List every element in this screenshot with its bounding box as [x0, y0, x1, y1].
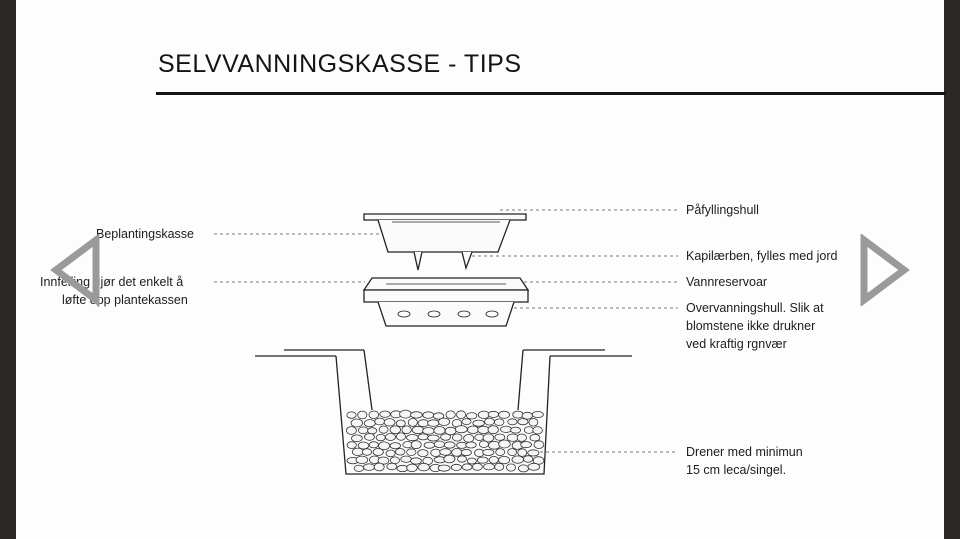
- gravel-pebble: [431, 449, 441, 456]
- gravel-pebble: [528, 463, 540, 470]
- gravel-pebble: [501, 426, 512, 432]
- gravel-pebble: [513, 411, 523, 418]
- gravel-pebble: [396, 449, 405, 456]
- gravel-pebble: [518, 465, 528, 472]
- gravel-pebble: [411, 412, 423, 418]
- gravel-pebble: [362, 449, 371, 456]
- gravel-pebble: [496, 449, 505, 456]
- gravel-pebble: [485, 418, 495, 425]
- gravel-pebble: [365, 434, 375, 441]
- gravel-pebble: [402, 426, 411, 434]
- gravel-pebble: [478, 426, 490, 433]
- gravel-pebble: [458, 456, 467, 462]
- gravel-pebble: [534, 441, 544, 449]
- gravel-pebble: [473, 420, 485, 426]
- gravel-pebble: [508, 419, 517, 425]
- gravel-pebble: [423, 412, 434, 419]
- gravel-pebble: [522, 412, 532, 419]
- gravel-pebble: [408, 418, 417, 426]
- gravel-pebble: [358, 427, 368, 434]
- gravel-pebble: [518, 449, 527, 457]
- previous-slide-button[interactable]: [48, 234, 104, 306]
- gravel-pebble: [400, 410, 412, 418]
- label-beplantingskasse: Beplantingskasse: [96, 227, 194, 241]
- gravel-pebble: [418, 420, 429, 427]
- gravel-pebble: [380, 411, 390, 417]
- gravel-pebble: [495, 463, 504, 470]
- gravel-pebble: [478, 411, 489, 418]
- page-title: SELVVANNINGSKASSE - TIPS: [158, 50, 522, 78]
- gravel-pebble: [428, 435, 440, 441]
- triangle-right-icon: [864, 240, 904, 300]
- gravel-pebble: [441, 434, 451, 440]
- gravel-pebble: [424, 442, 435, 448]
- gravel-pebble: [379, 426, 388, 433]
- gravel-pebble: [369, 442, 378, 448]
- gravel-pebble: [533, 427, 543, 434]
- gravel-pebble: [375, 418, 385, 425]
- gravel-pebble: [499, 411, 510, 418]
- gravel-pebble: [434, 441, 444, 448]
- gravel-pebble: [412, 426, 424, 433]
- gravel-pebble: [467, 458, 476, 464]
- gravel-pebble: [518, 419, 528, 425]
- gravel-pebble: [530, 434, 540, 441]
- gravel-pebble: [461, 449, 471, 455]
- gravel-pebble: [512, 456, 524, 463]
- drainage-gravel: [346, 410, 543, 472]
- gravel-pebble: [396, 420, 405, 427]
- gravel-pebble: [446, 411, 455, 419]
- gravel-pebble: [475, 434, 484, 440]
- gravel-pebble: [495, 434, 505, 440]
- gravel-pebble: [452, 434, 462, 441]
- gravel-pebble: [352, 448, 363, 455]
- gravel-pebble: [528, 450, 539, 456]
- gravel-pebble: [387, 463, 397, 470]
- gravel-pebble: [407, 464, 418, 472]
- gravel-pebble: [532, 411, 543, 417]
- gravel-pebble: [356, 456, 368, 463]
- gravel-pebble: [428, 420, 440, 427]
- label-overvanning-2: blomstene ikke drukner: [686, 319, 816, 333]
- gravel-pebble: [368, 428, 377, 434]
- gravel-pebble: [488, 411, 498, 417]
- gravel-pebble: [506, 464, 515, 471]
- gravel-pebble: [434, 427, 445, 435]
- label-overvanning-1: Overvanningshull. Slik at: [686, 301, 824, 315]
- gravel-pebble: [374, 463, 384, 471]
- gravel-pebble: [390, 457, 399, 464]
- gravel-pebble: [384, 419, 395, 426]
- gravel-pebble: [346, 427, 356, 435]
- gravel-pebble: [464, 435, 474, 443]
- gravel-pebble: [483, 449, 494, 455]
- label-drener-1: Drener med minimun: [686, 445, 803, 459]
- gravel-pebble: [439, 418, 450, 425]
- gravel-pebble: [499, 456, 510, 463]
- gravel-pebble: [494, 419, 504, 426]
- gravel-pebble: [444, 455, 455, 463]
- gravel-pebble: [351, 419, 363, 427]
- gravel-pebble: [438, 465, 450, 471]
- gravel-pebble: [386, 450, 395, 457]
- gravel-pebble: [411, 441, 421, 449]
- gravel-pebble: [390, 426, 401, 434]
- gravel-pebble: [407, 435, 419, 441]
- gravel-pebble: [444, 442, 455, 448]
- gravel-pebble: [521, 442, 532, 448]
- gravel-pebble: [488, 426, 498, 434]
- gravel-pebble: [401, 456, 412, 462]
- label-overvanning-3: ved kraftig rgnvær: [686, 337, 787, 351]
- gravel-pebble: [373, 449, 383, 456]
- gravel-pebble: [354, 465, 364, 471]
- gravel-pebble: [508, 449, 517, 456]
- gravel-pebble: [358, 411, 367, 419]
- gravel-pebble: [517, 434, 526, 441]
- gravel-pebble: [462, 419, 471, 425]
- water-reservoir: [364, 278, 528, 326]
- gravel-pebble: [418, 463, 429, 471]
- gravel-pebble: [524, 427, 533, 434]
- gravel-pebble: [462, 464, 472, 470]
- label-kapilaerben: Kapilærben, fylles med jord: [686, 249, 838, 263]
- gravel-pebble: [499, 440, 511, 448]
- label-innfelling-2: løfte opp plantekassen: [62, 293, 188, 307]
- gravel-pebble: [423, 428, 435, 435]
- gravel-pebble: [347, 442, 356, 449]
- gravel-pebble: [418, 450, 428, 457]
- gravel-pebble: [473, 463, 483, 470]
- gravel-pebble: [488, 441, 500, 449]
- gravel-pebble: [455, 426, 467, 433]
- gravel-pebble: [396, 433, 405, 440]
- gravel-pebble: [407, 449, 416, 456]
- label-vannreservoar: Vannreservoar: [686, 275, 768, 289]
- gravel-pebble: [376, 434, 385, 440]
- gravel-pebble: [364, 420, 375, 427]
- gravel-pebble: [347, 412, 356, 418]
- gravel-pebble: [529, 419, 538, 427]
- gravel-pebble: [452, 449, 462, 457]
- label-pafyllingshull: Påfyllingshull: [686, 203, 759, 217]
- gravel-pebble: [390, 443, 400, 449]
- triangle-left-icon: [56, 240, 96, 300]
- gravel-pebble: [466, 442, 476, 448]
- gravel-pebble: [411, 458, 422, 464]
- gravel-pebble: [477, 457, 488, 463]
- gravel-pebble: [369, 411, 379, 419]
- gravel-pebble: [479, 441, 488, 448]
- next-slide-button[interactable]: [856, 234, 912, 306]
- gravel-pebble: [467, 413, 477, 419]
- gravel-pebble: [418, 434, 428, 440]
- label-drener-2: 15 cm leca/singel.: [686, 463, 787, 477]
- gravel-pebble: [451, 464, 461, 470]
- gravel-pebble: [363, 464, 374, 471]
- gravel-pebble: [467, 426, 478, 434]
- gravel-pebble: [440, 449, 451, 456]
- gravel-pebble: [457, 411, 466, 419]
- gravel-pebble: [352, 435, 363, 442]
- planting-box: [364, 214, 526, 270]
- gravel-pebble: [484, 464, 495, 470]
- gravel-pebble: [523, 456, 532, 463]
- gravel-pebble: [511, 427, 521, 433]
- label-innfelling-1: Innfelling gjør det enkelt å: [40, 275, 184, 289]
- gravel-pebble: [489, 456, 498, 463]
- gravel-pebble: [385, 434, 395, 441]
